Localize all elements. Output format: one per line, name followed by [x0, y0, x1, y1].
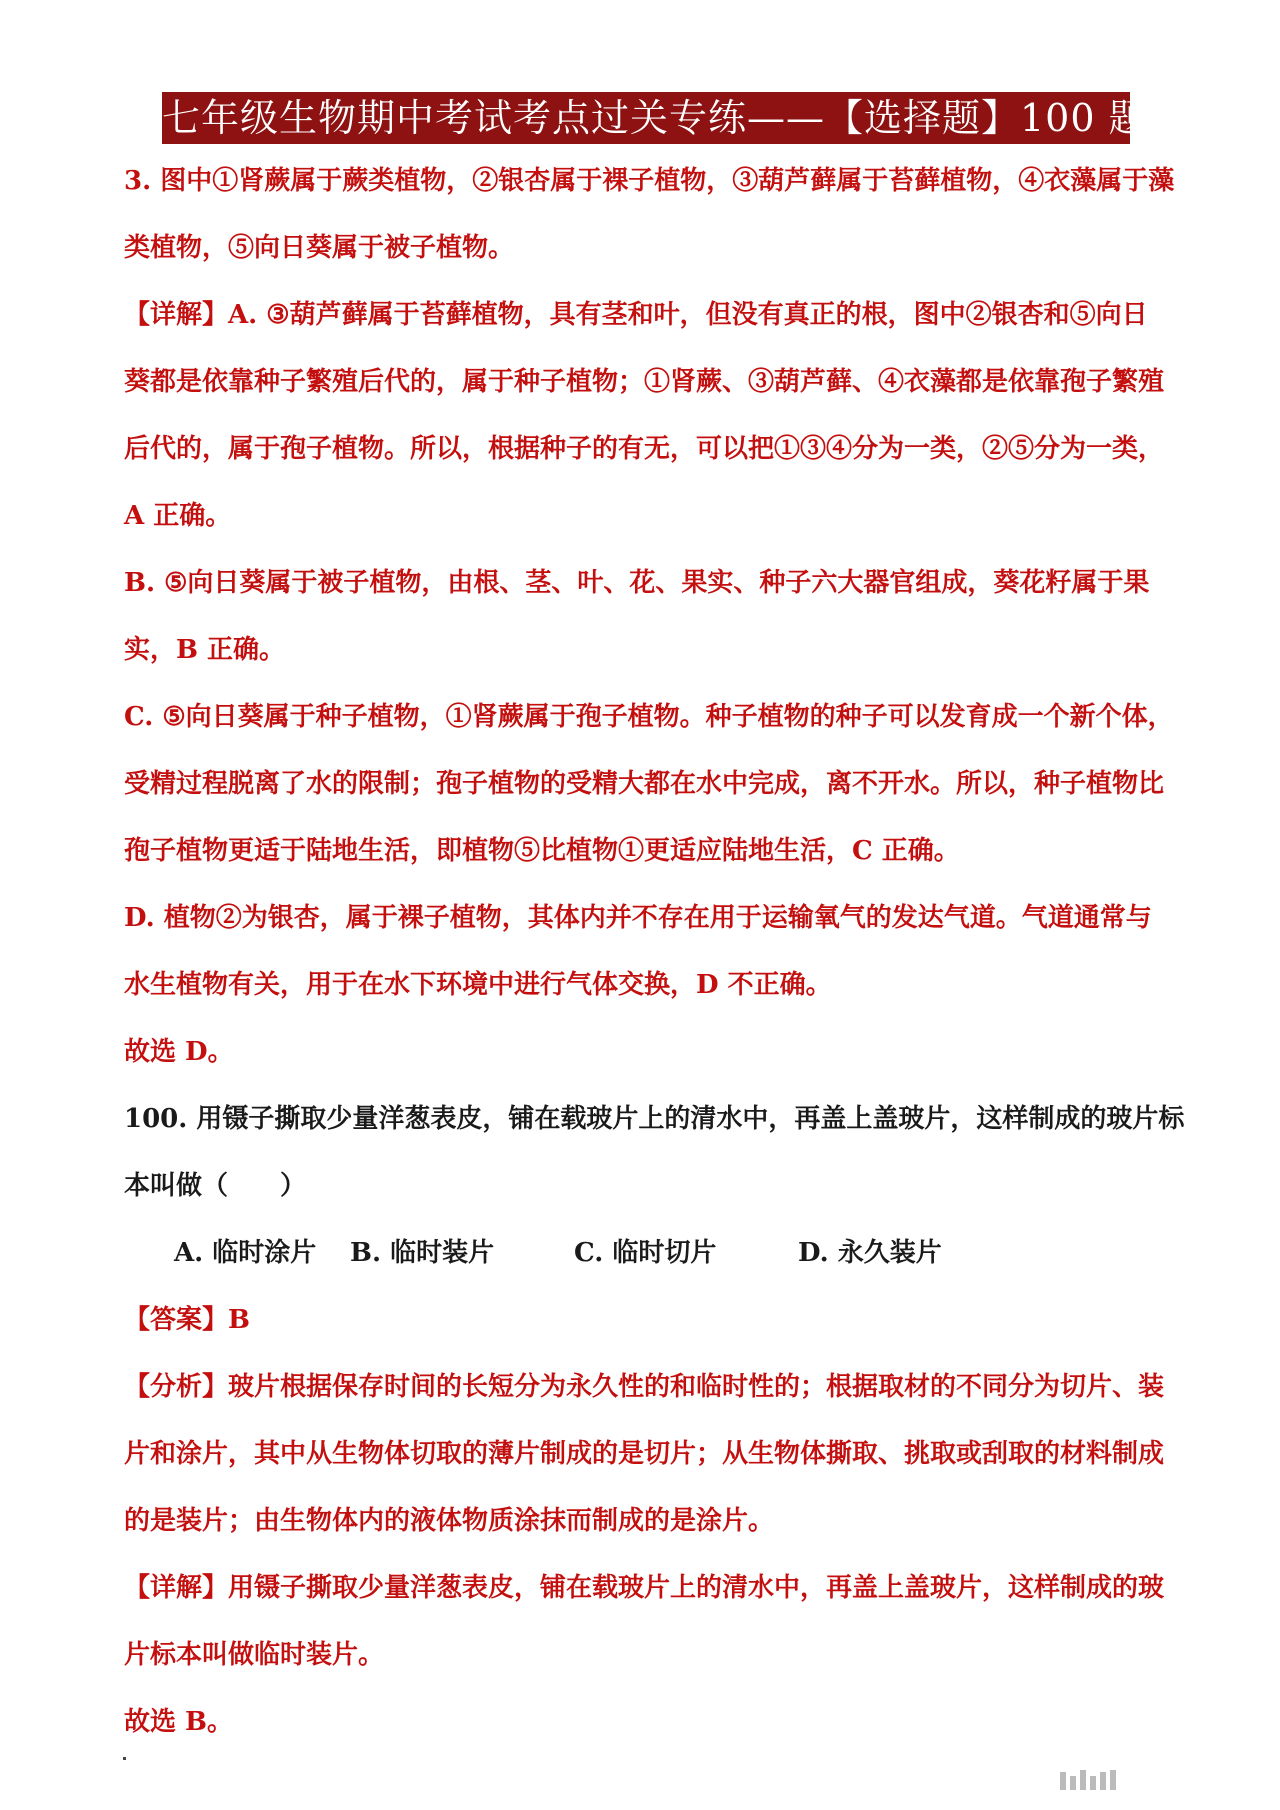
q100-question: 100. 用镊子撕取少量洋葱表皮，铺在载玻片上的清水中，再盖上盖玻片，这样制成的玻片标 — [124, 1104, 1185, 1134]
watermark-bars — [1060, 1770, 1116, 1790]
q100-question: 本叫做（ ） — [124, 1171, 307, 1201]
bar-mark — [1110, 1770, 1116, 1790]
page-title: 七年级生物期中考试考点过关专练——【选择题】100 题 — [162, 92, 1130, 144]
option-b: B. 临时装片 — [350, 1238, 495, 1268]
q100-detail: 【详解】用镊子撕取少量洋葱表皮，铺在载玻片上的清水中，再盖上盖玻片，这样制成的玻 — [124, 1573, 1165, 1603]
q100-options — [124, 1220, 1174, 1287]
option-c: C. 临时切片 — [574, 1238, 717, 1268]
q3-detail-a: 葵都是依靠种子繁殖后代的，属于种子植物；①肾蕨、③葫芦藓、④衣藻都是依靠孢子繁殖 — [124, 367, 1165, 397]
q100-analysis: 【分析】玻片根据保存时间的长短分为永久性的和临时性的；根据取材的不同分为切片、装 — [124, 1372, 1165, 1402]
q100-answer: 故选 B。 — [124, 1707, 234, 1737]
option-d: D. 永久装片 — [798, 1238, 942, 1268]
content — [124, 148, 1185, 1756]
q3-detail-c: 受精过程脱离了水的限制；孢子植物的受精大都在水中完成，离不开水。所以，种子植物比 — [124, 769, 1165, 799]
q3-answer: 故选 D。 — [124, 1037, 234, 1067]
q3-text-line: 3. 图中①肾蕨属于蕨类植物，②银杏属于裸子植物，③葫芦藓属于苔藓植物，④衣藻属于藻 — [124, 166, 1175, 196]
q3-detail-d: D. 植物②为银杏，属于裸子植物，其体内并不存在用于运输氧气的发达气道。气道通常与 — [124, 903, 1152, 933]
q100-analysis: 片和涂片，其中从生物体切取的薄片制成的是切片；从生物体撕取、挑取或刮取的材料制成 — [124, 1439, 1165, 1469]
q3-detail-a: 后代的，属于孢子植物。所以，根据种子的有无，可以把①③④分为一类，②⑤分为一类， — [124, 434, 1165, 464]
q3-detail-a: A 正确。 — [124, 501, 232, 531]
q3-detail-a: 【详解】A. ③葫芦藓属于苔藓植物，具有茎和叶，但没有真正的根，图中②银杏和⑤向日 — [124, 300, 1148, 330]
q100-analysis: 的是装片；由生物体内的液体物质涂抹而制成的是涂片。 — [124, 1506, 775, 1536]
q3-detail-c: 孢子植物更适于陆地生活，即植物⑤比植物①更适应陆地生活，C 正确。 — [124, 836, 960, 866]
bar-mark — [1060, 1772, 1066, 1790]
q3-text-line: 类植物，⑤向日葵属于被子植物。 — [124, 233, 515, 263]
q100-detail: 片标本叫做临时装片。 — [124, 1640, 385, 1670]
q3-detail-b: B. ⑤向日葵属于被子植物，由根、茎、叶、花、果实、种子六大器官组成，葵花籽属于果 — [124, 568, 1150, 598]
bar-mark — [1070, 1776, 1076, 1790]
stray-mark — [123, 1757, 126, 1760]
q100-answer-label: 【答案】B — [124, 1305, 250, 1335]
q3-detail-d: 水生植物有关，用于在水下环境中进行气体交换，D 不正确。 — [124, 970, 832, 1000]
q3-detail-c: C. ⑤向日葵属于种子植物，①肾蕨属于孢子植物。种子植物的种子可以发育成一个新个体， — [124, 702, 1174, 732]
q3-detail-b: 实，B 正确。 — [124, 635, 286, 665]
bar-mark — [1090, 1776, 1096, 1790]
bar-mark — [1080, 1770, 1086, 1790]
option-a: A. 临时涂片 — [174, 1238, 317, 1268]
bar-mark — [1100, 1772, 1106, 1790]
